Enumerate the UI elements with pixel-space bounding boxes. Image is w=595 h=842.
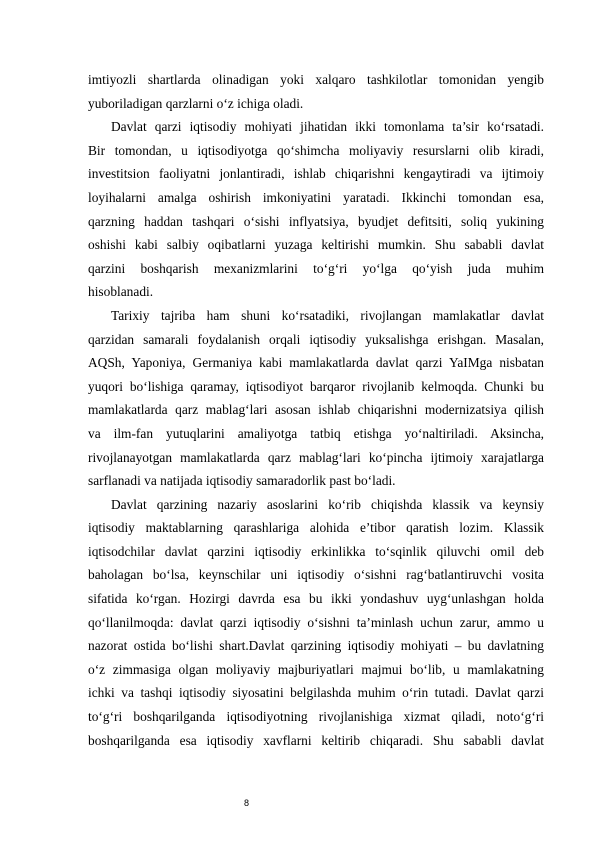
text-line: yuboriladigan qarzlarni o‘z ichiga oladi.: [88, 95, 304, 111]
text-line: nazorat ostida bo‘lishi shart.Davlat qarzining iqtisodiy mohiyati – bu davlatning: [88, 638, 544, 654]
text-line: Tarixiy tajriba ham shuni ko‘rsatadiki, rivojlangan mamlakatlar davlat: [111, 307, 544, 323]
text-line: oshishi kabi salbiy oqibatlarni yuzaga keltirishi mumkin. Shu sababli davlat: [88, 237, 544, 253]
text-line: iqtisodchilar davlat qarzini iqtisodiy erkinlikka to‘sqinlik qiluvchi omil deb: [88, 543, 544, 559]
text-line: ichki va tashqi iqtisodiy siyosatini belgilashda muhim o‘rin tutadi. Davlat qarzi: [88, 685, 544, 701]
text-line: rivojlanayotgan mamlakatlarda qarz mablag‘lari ko‘pincha ijtimoiy xarajatlarga: [88, 449, 544, 465]
text-line: va ilm-fan yutuqlarini amaliyotga tatbiq etishga yo‘naltiriladi. Aksincha,: [88, 425, 544, 441]
text-line: sarflanadi va natijada iqtisodiy samaradorlik past bo‘ladi.: [88, 473, 396, 489]
text-line: qarzini boshqarish mexanizmlarini to‘g‘ri yo‘lga qo‘yish juda muhim: [88, 260, 544, 276]
text-line: hisoblanadi.: [88, 284, 154, 300]
text-line: sifatida ko‘rgan. Hozirgi davrda esa bu ikki yondashuv uyg‘unlashgan holda: [88, 591, 544, 607]
text-line: Davlat qarzi iqtisodiy mohiyati jihatidan ikki tomonlama ta’sir ko‘rsatadi.: [111, 119, 544, 135]
text-line: qarzidan samarali foydalanish orqali iqtisodiy yuksalishga erishgan. Masalan,: [88, 331, 544, 347]
text-line: qo‘llanilmoqda: davlat qarzi iqtisodiy o‘sishni ta’minlash uchun zarur, ammo u: [88, 614, 544, 630]
text-line: o‘z zimmasiga olgan moliyaviy majburiyatlari majmui bo‘lib, u mamlakatning: [88, 661, 544, 677]
text-line: yuqori bo‘lishiga qaramay, iqtisodiyot barqaror rivojlanib kelmoqda. Chunki bu: [88, 378, 544, 394]
text-line: imtiyozli shartlarda olinadigan yoki xalqaro tashkilotlar tomonidan yengib: [88, 72, 544, 87]
text-line: boshqarilganda esa iqtisodiy xavflarni keltirib chiqaradi. Shu sababli davlat: [88, 732, 544, 748]
text-line: Bir tomondan, u iqtisodiyotga qo‘shimcha moliyaviy resurslarni olib kiradi,: [88, 142, 544, 158]
text-line: baholagan bo‘lsa, keynschilar uni iqtisodiy o‘sishni rag‘batlantiruvchi vosita: [88, 567, 544, 583]
page-number: 8: [244, 798, 250, 808]
text-line: AQSh, Yaponiya, Germaniya kabi mamlakatlarda davlat qarzi YaIMga nisbatan: [88, 355, 544, 371]
text-line: iqtisodiy maktablarning qarashlariga alohida e’tibor qaratish lozim. Klassik: [88, 520, 544, 536]
text-line: loyihalarni amalga oshirish imkoniyatini yaratadi. Ikkinchi tomondan esa,: [88, 189, 544, 205]
text-line: mamlakatlarda qarz mablag‘lari asosan ishlab chiqarishni modernizatsiya qilish: [88, 402, 544, 418]
text-line: investitsion faoliyatni jonlantiradi, ishlab chiqarishni kengaytiradi va ijtimoiy: [88, 166, 544, 182]
text-line: Davlat qarzining nazariy asoslarini ko‘rib chiqishda klassik va keynsiy: [111, 496, 544, 512]
text-line: qarzning haddan tashqari o‘sishi inflyatsiya, byudjet defitsiti, soliq yukining: [88, 213, 544, 229]
text-line: to‘g‘ri boshqarilganda iqtisodiyotning rivojlanishiga xizmat qiladi, noto‘g‘ri: [88, 709, 544, 725]
document-page: [88, 68, 544, 752]
